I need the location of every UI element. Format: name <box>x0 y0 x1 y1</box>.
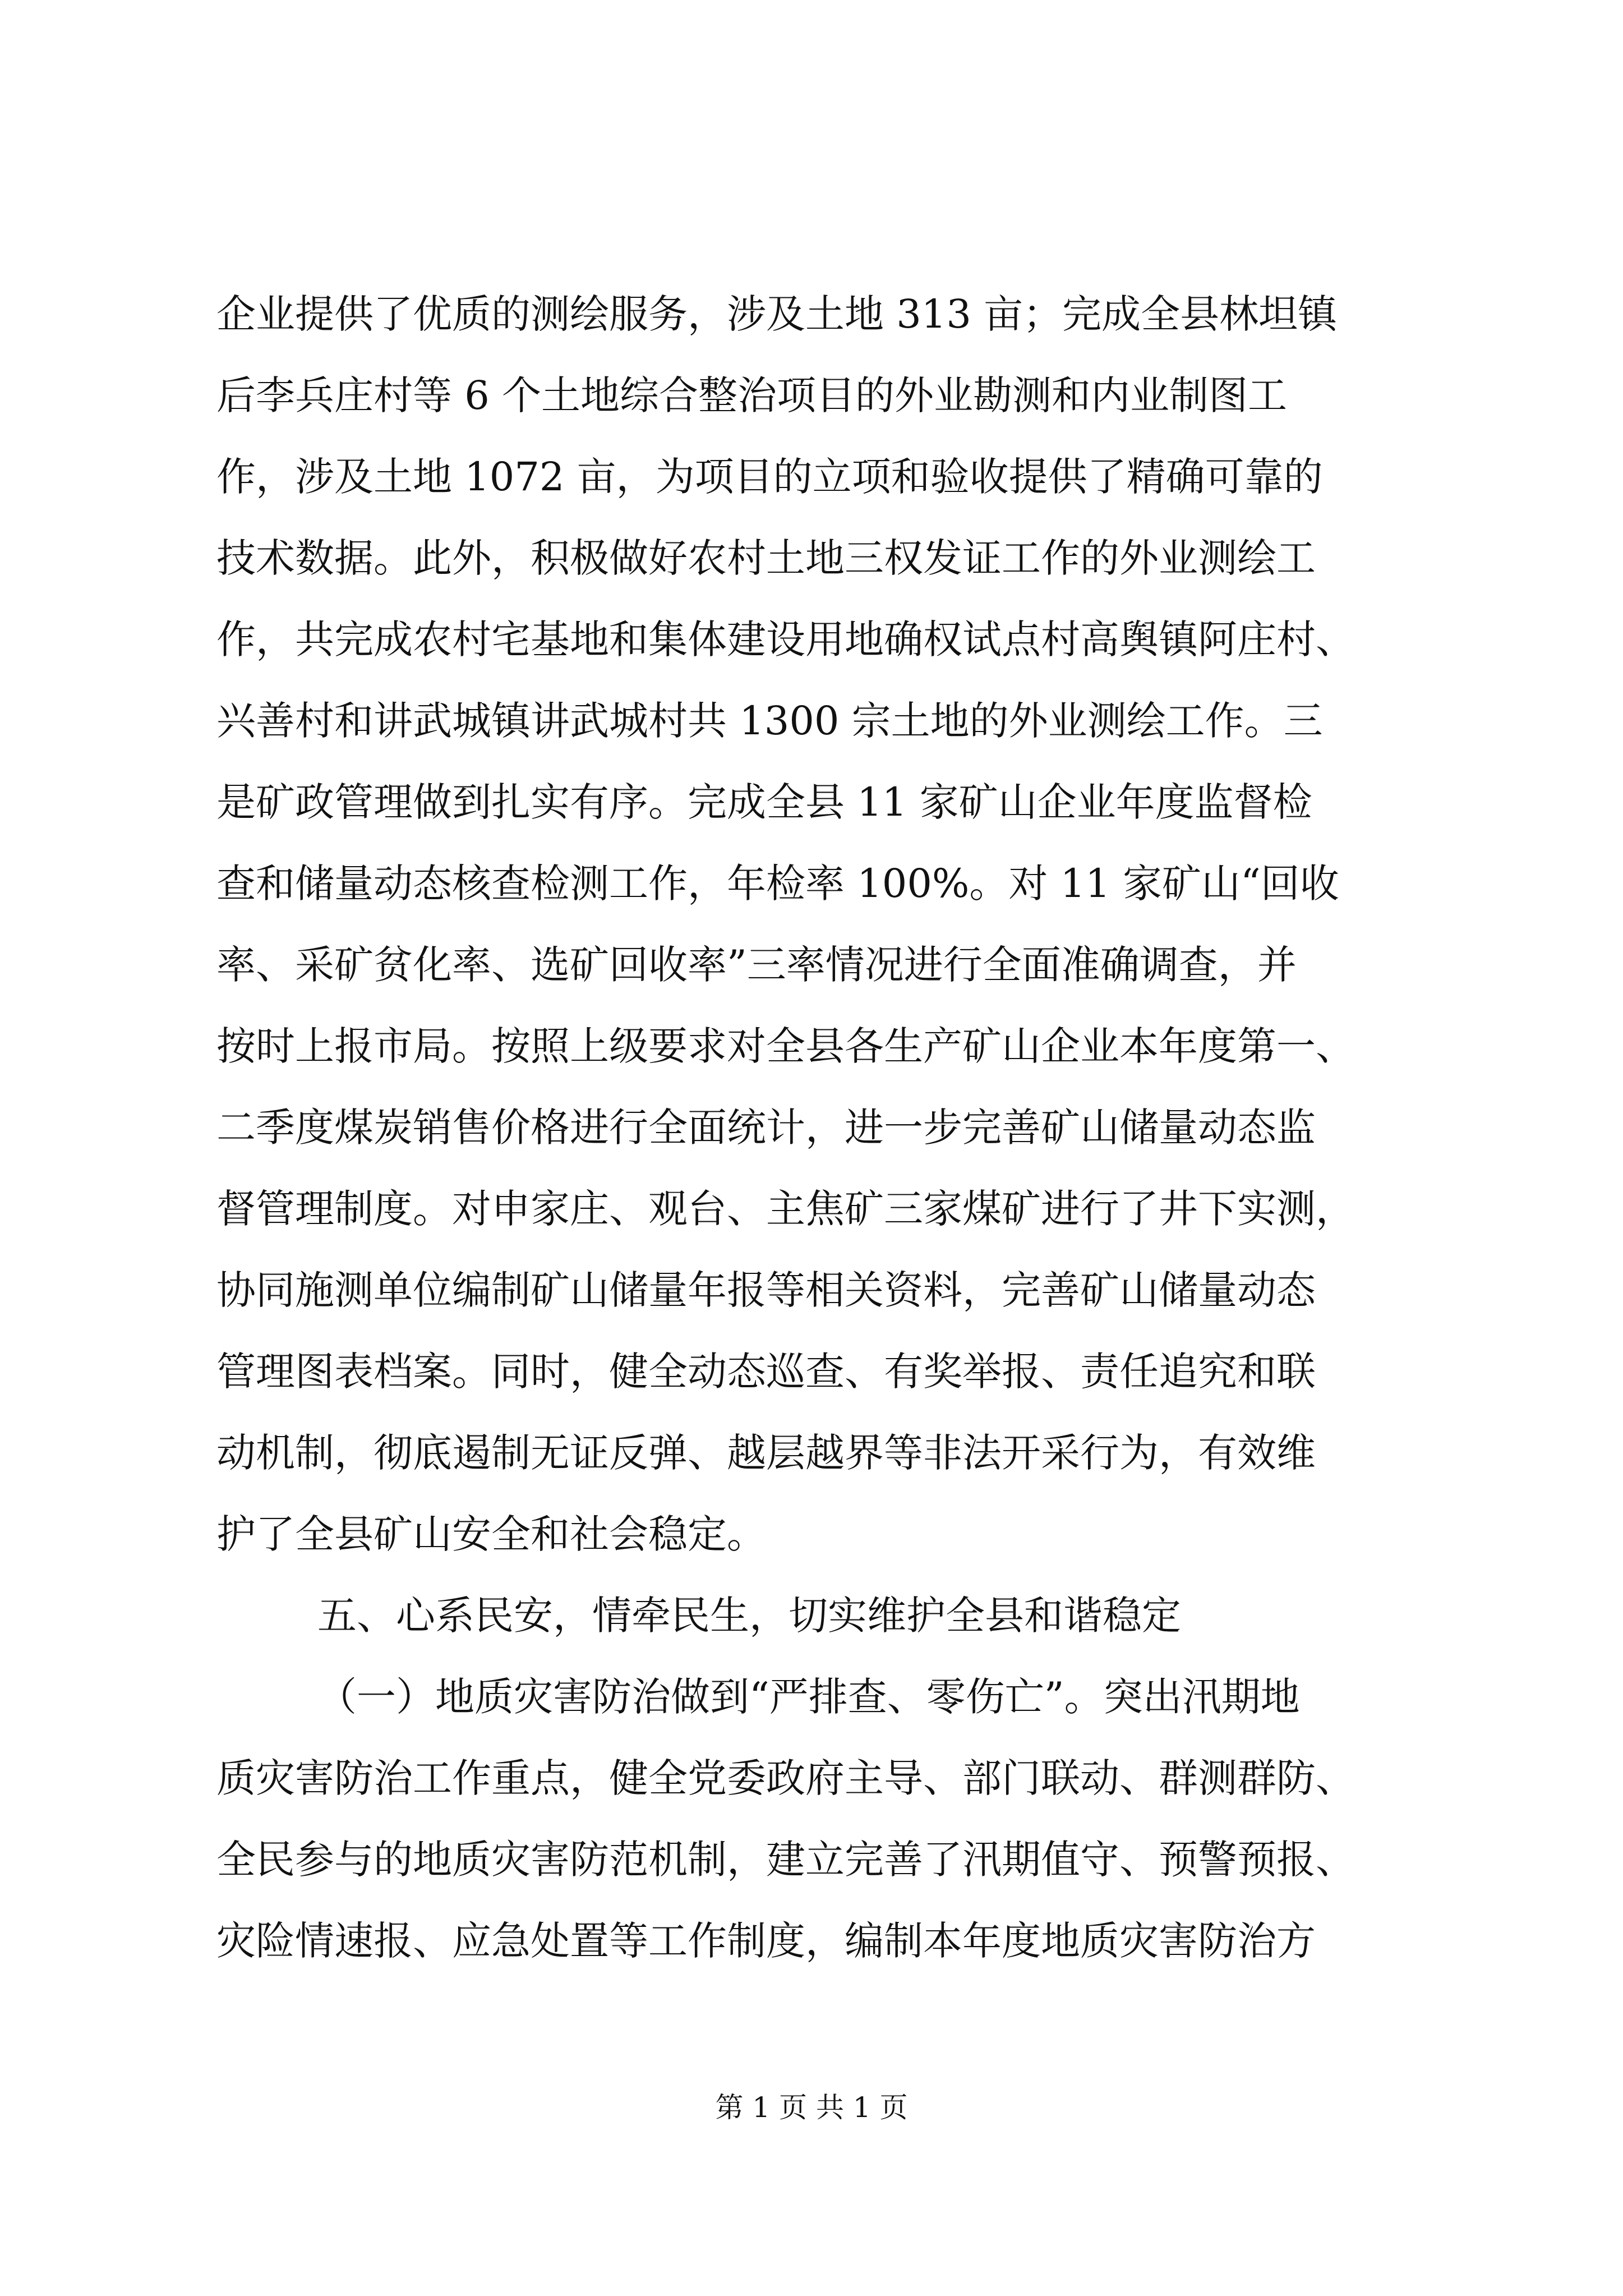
body-text-line: 按时上报市局。按照上级要求对全县各生产矿山企业本年度第一、 <box>216 1023 1355 1069</box>
body-text-line: 率、采矿贫化率、选矿回收率”三率情况进行全面准确调查，并 <box>216 942 1297 988</box>
body-text-line: 协同施测单位编制矿山储量年报等相关资料，完善矿山储量动态 <box>216 1267 1316 1313</box>
body-text-line: 作，涉及土地 1072 亩，为项目的立项和验收提供了精确可靠的 <box>216 454 1323 500</box>
body-text-line: 是矿政管理做到扎实有序。完成全县 11 家矿山企业年度监督检 <box>216 779 1312 825</box>
body-text-line: 质灾害防治工作重点，健全党委政府主导、部门联动、群测群防、 <box>216 1755 1355 1801</box>
body-text-line: 管理图表档案。同时，健全动态巡查、有奖举报、责任追究和联 <box>216 1349 1316 1395</box>
body-text-line: 兴善村和讲武城镇讲武城村共 1300 宗土地的外业测绘工作。三 <box>216 698 1323 744</box>
body-text-line: 动机制，彻底遏制无证反弹、越层越界等非法开采行为，有效维 <box>216 1430 1316 1476</box>
body-text-line: 作，共完成农村宅基地和集体建设用地确权试点村高舆镇阿庄村、 <box>216 616 1355 662</box>
subsection-heading-line: （一）地质灾害防治做到“严排查、零伤亡”。突出汛期地 <box>317 1674 1300 1720</box>
section-heading: 五、心系民安，情牵民生，切实维护全县和谐稳定 <box>317 1593 1181 1639</box>
body-text-line: 二季度煤炭销售价格进行全面统计，进一步完善矿山储量动态监 <box>216 1105 1316 1151</box>
body-text-line: 后李兵庄村等 6 个土地综合整治项目的外业勘测和内业制图工 <box>216 372 1288 418</box>
body-text-line: 全民参与的地质灾害防范机制，建立完善了汛期值守、预警预报、 <box>216 1837 1355 1883</box>
body-text-line: 护了全县矿山安全和社会稳定。 <box>216 1511 766 1557</box>
body-text-line: 技术数据。此外，积极做好农村土地三权发证工作的外业测绘工 <box>216 535 1316 581</box>
body-text-line: 查和储量动态核查检测工作，年检率 100%。对 11 家矿山“回收 <box>216 861 1339 907</box>
body-text-line: 灾险情速报、应急处置等工作制度，编制本年度地质灾害防治方 <box>216 1918 1316 1964</box>
page-footer: 第 1 页 共 1 页 <box>715 2091 908 2124</box>
body-text-line: 督管理制度。对申家庄、观台、主焦矿三家煤矿进行了井下实测， <box>216 1186 1355 1232</box>
body-text-line: 企业提供了优质的测绘服务，涉及土地 313 亩；完成全县林坦镇 <box>216 291 1338 337</box>
